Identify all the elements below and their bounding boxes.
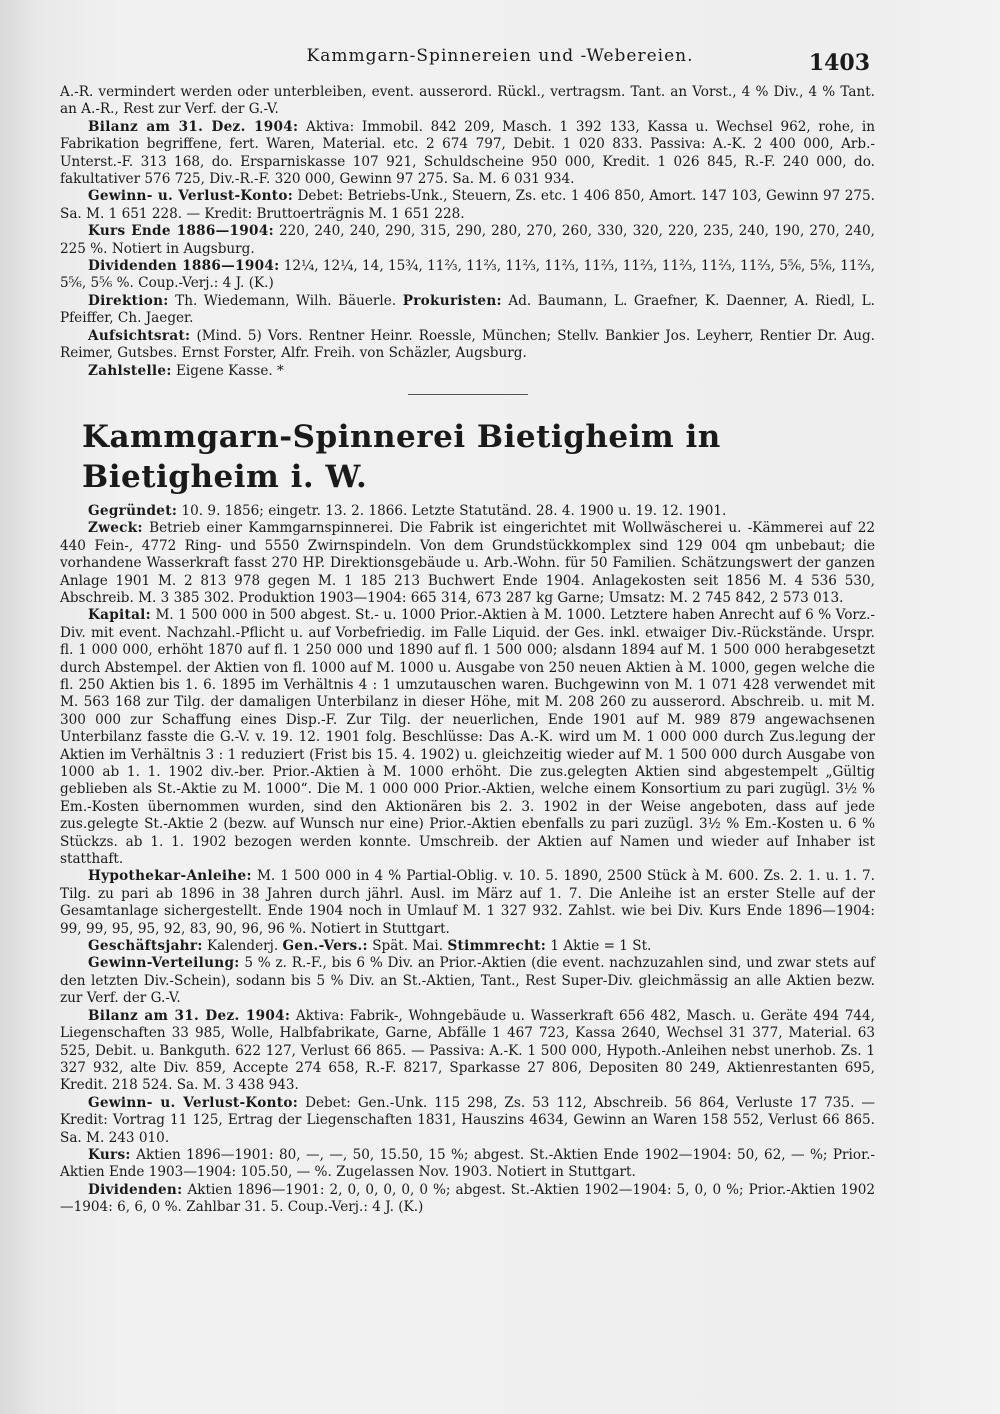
firm2-kapital-text: M. 1 500 000 in 500 abgest. St.- u. 1000 Prior.-Aktien à M. 1000. Letztere haben Anrecht auf 6 % Vorz.-Div. mit event. Nachzahl.-Pflicht u. auf Vorbefriedig. im Falle Liquid. der Ges. inkl. etwaiger Div.-Rückstände. Urspr. fl. 1 000 000, erhöht 1870 auf fl. 1 250 000 und 1890 auf fl. 1 500 000; alsdann 1894 auf M. 1 500 000 herabgesetzt durch Abstempel. der Aktien von fl. 1000 auf M. 1000 u. Ausgabe von 250 neuen Aktien à M. 1000, gegen welche die fl. 250 Aktien bis 1. 6. 1895 im Verhältnis 4 : 1 umzutauschen waren. Buchgewinn von M. 1 071 428 verwendet mit M. 563 168 zur Tilg. der damaligen Unterbilanz in dieser Höhe, mit M. 208 260 zu ausserord. Abschreib. u. mit M. 300 000 zur Schaffung eines Disp.-F. Zur Tilg. der neuerlichen, Ende 1901 auf M. 989 879 angewachsenen Unterbilanz fasste die G.-V. v. 19. 12. 1901 folg. Beschlüsse: Das A.-K. wird um M. 1 000 000 durch Zus.legung der Aktien im Verhältnis 3 : 1 reduziert (Frist bis 15. 4. 1902) u. gleichzeitig wieder auf M. 1 500 000 durch Ausgabe von 1000 ab 1. 1. 1902 div.-ber. Prior.-Aktien à M. 1000 erhöht. Die zus.gelegten Aktien sind abgestempelt „Gültig geblieben als St.-Aktie zu M. 1000“. Die M. 1 000 000 Prior.-Aktien, welche einem Konsortium zu pari zugügl. 3½ % Em.-Kosten übernommen wurden, sind den Aktionären bis 2. 3. 1902 in der Weise angeboten, dass auf jede zus.gelegte St.-Aktie 2 (bezw. auf Wunsch nur eine) Prior.-Aktien ebenfalls zu pari zuzügl. 3½ % Em.-Kosten u. 6 % Stückzs. ab 1. 1. 1902 bezogen werden konnte. Umschreib. der Aktien auf Namen und wieder auf Inhaber ist statthaft. xyxy=(60,607,875,868)
firm1-div-label: Dividenden 1886—1904: xyxy=(88,258,280,275)
firm1-bilanz-text: Aktiva: Immobil. 842 209, Masch. 1 392 133, Kassa u. Wechsel 962, rohe, in Fabrikation begriffene, fert. Waren, Material. etc. 2 674 797, Debit. 1 020 833. Passiva: A.-K. 2 400 000, Arb.-Unterst.-F. 313 168, do. Ersparniskasse 107 921, Schuldscheine 950 000, Kredit. 1 026 845, R.-F. 240 000, do. fakultativer 576 725, Div.-R.-F. 320 000, Gewinn 97 275. Sa. M. 6 031 934. xyxy=(60,118,875,188)
firm2-zweck-text: Betrieb einer Kammgarnspinnerei. Die Fabrik ist eingerichtet mit Wollwäscherei u. -Kämmerei auf 22 440 Fein-, 4772 Ring- und 5550 Zwirnspindeln. Von dem Grundstückkomplex sind 129 004 qm unbebaut; die vorhandene Wasserkraft fasst 270 HP. Direktionsgebäude u. Arb.-Wohn. für 50 Familien. Schätzungswert der ganzen Anlage 1901 M. 2 813 978 gegen M. 1 185 213 Buchwert Ende 1904. Anlagekosten seit 1856 M. 4 536 530, Abschreib. M. 3 385 302. Produktion 1903—1904: 665 314, 673 287 kg Garne; Umsatz: M. 2 745 842, 2 573 013. xyxy=(60,520,876,606)
firm2-gewvert-text: 5 % z. R.-F., bis 6 % Div. an Prior.-Aktien (die event. nachzuzahlen sind, und zwar stets auf den letzten Div.-Schein), sodann bis 5 % Div. an St.-Aktien, Tant., Rest Super-Div. gleichmässig an alle Aktien bezw. zur Verf. der G.-V. xyxy=(60,955,875,1007)
firm2-stimm-text: 1 Aktie = 1 St. xyxy=(550,938,652,955)
firm1-aufsichtsrat-text: (Mind. 5) Vors. Rentner Heinr. Roessle, München; Stellv. Bankier Jos. Leyherr, Rentier Dr. Aug. Reimer, Gutsbes. Ernst Forster, Alfr. Freih. von Schäzler, Augsburg. xyxy=(60,327,876,362)
firm2-gv-text: Spät. Mai. xyxy=(372,938,444,955)
firm2-bilanz-text: Aktiva: Fabrik-, Wohngebäude u. Wasserkraft 656 482, Masch. u. Geräte 494 744, Liegenschaften 33 985, Wolle, Halbfabrikate, Garne, Abfälle 1 467 723, Kassa 2640, Wechsel 31 377, Material. 63 525, Debit. u. Bankguth. 622 127, Verlust 66 865. — Passiva: A.-K. 1 500 000, Hypoth.-Anleihen nebst unerhob. Zs. 1 327 932, alte Div. 859, Accepte 274 658, R.-F. 8217, Sparkasse 27 806, Depositen 80 249, Aktienrestanten 695, Kredit. 218 524. Sa. M. 3 438 943. xyxy=(60,1007,875,1094)
firm2-gv-label: Gen.-Vers.: xyxy=(282,938,368,955)
firm2-guv-text: Debet: Gen.-Unk. 115 298, Zs. 53 112, Abschreib. 56 864, Verluste 17 735. — Kredit: Vortrag 11 125, Ertrag der Liegenschaften 1831, Hauszins 4634, Gewinn an Waren 158 552, Verlust 66 865. Sa. M. 243 010. xyxy=(60,1094,875,1146)
firm2-gj-label: Geschäftsjahr: xyxy=(88,938,203,955)
firm2-hypothekar xyxy=(60,868,875,938)
firm2-gewvert-label: Gewinn-Verteilung: xyxy=(88,955,240,972)
firm2-hyp-text: M. 1 500 000 in 4 % Partial-Oblig. v. 10. 5. 1890, 2500 Stück à M. 600. Zs. 2. 1. u. 1. 7. Tilg. zu pari ab 1896 in 38 Jahren durch jährl. Ausl. im März auf 1. 7. Die Anleihe ist an erster Stelle auf der Gesamtanlage sichergestellt. Ende 1904 noch in Umlauf M. 1 327 932. Zahlst. wie bei Div. Kurs Ende 1896—1904: 99, 99, 95, 95, 92, 83, 90, 96, 96 %. Notiert in Stuttgart. xyxy=(60,868,876,937)
firm1-prokuristen-text: Ad. Baumann, L. Graefner, K. Daenner, A. Riedl, L. Pfeiffer, Ch. Jaeger. xyxy=(60,292,875,327)
firm2-kurs-text: Aktien 1896—1901: 80, —, —, 50, 15.50, 15 %; abgest. St.-Aktien Ende 1902—1904: 50, 62, — %; Prior.-Aktien Ende 1903—1904: 105.50, — %. Zugelassen Nov. 1903. Notiert in Stuttgart. xyxy=(60,1146,875,1181)
firm1-aufsichtsrat xyxy=(60,328,875,363)
firm1-kurs-label: Kurs Ende 1886—1904: xyxy=(88,223,274,240)
section-separator xyxy=(408,394,528,395)
page-number: 1403 xyxy=(808,50,870,76)
firm2-gegruendet-text: 10. 9. 1856; eingetr. 13. 2. 1866. Letzte Statutänd. 28. 4. 1900 u. 19. 12. 1901. xyxy=(181,502,727,519)
running-title: Kammgarn-Spinnereien und -Webereien. xyxy=(306,46,694,66)
firm2-kurs-label: Kurs: xyxy=(88,1146,131,1163)
firm1-guv-label: Gewinn- u. Verlust-Konto: xyxy=(88,188,294,205)
firm2-stimm-label: Stimmrecht: xyxy=(447,938,547,955)
firm1-zahlstelle-label: Zahlstelle: xyxy=(88,362,172,379)
firm1-guv xyxy=(60,188,875,223)
firm2-title: Kammgarn-Spinnerei Bietigheim in Bietigheim i. W. xyxy=(82,418,721,495)
firm1-bilanz-label: Bilanz am 31. Dez. 1904: xyxy=(88,118,299,135)
firm2-kapital-label: Kapital: xyxy=(88,607,151,624)
firm1-zahlstelle xyxy=(60,363,875,380)
firm2-dividenden xyxy=(60,1182,875,1217)
firm2-guv xyxy=(60,1095,875,1147)
firm1-kurs xyxy=(60,223,875,258)
firm1-guv-text: Debet: Betriebs-Unk., Steuern, Zs. etc. 1 406 850, Amort. 147 103, Gewinn 97 275. Sa. M. 1 651 228. — Kredit: Bruttoerträgnis M. 1 651 228. xyxy=(60,188,875,222)
firm2-zweck-label: Zweck: xyxy=(88,520,143,537)
firm2-kurs xyxy=(60,1147,875,1182)
firm2-div-text: Aktien 1896—1901: 2, 0, 0, 0, 0, 0 %; abgest. St.-Aktien 1902—1904: 5, 0, 0 %; Prior.-Aktien 1902—1904: 6, 6, 0 %. Zahlbar 31. 5. Coup.-Verj.: 4 J. (K.) xyxy=(60,1181,876,1216)
firm2-meta xyxy=(60,938,875,955)
firm2-bilanz xyxy=(60,1008,875,1095)
firm2-gegruendet-label: Gegründet: xyxy=(88,502,178,519)
firm2-guv-label: Gewinn- u. Verlust-Konto: xyxy=(88,1094,299,1111)
firm1-intro: A.-R. vermindert werden oder unterbleiben, event. ausserord. Rückl., vertragsm. Tant. an Vorst., 4 % Div., 4 % Tant. an A.-R., Rest zur Verf. der G.-V. xyxy=(60,84,875,118)
firm1-prokuristen-label: Prokuristen: xyxy=(402,292,502,309)
firm1-direktion xyxy=(60,293,875,328)
firm1-bilanz xyxy=(60,119,875,189)
firm2-gj-text: Kalenderj. xyxy=(206,938,279,955)
firm1-aufsichtsrat-label: Aufsichtsrat: xyxy=(88,327,191,344)
firm2-kapital xyxy=(60,607,875,868)
firm1-div-text: 12¼, 12¼, 14, 15¾, 11⅔, 11⅔, 11⅔, 11⅔, 11⅔, 11⅔, 11⅔, 11⅔, 11⅔, 5⅚, 5⅚, 11⅔, 5⅚, 5⅚ %. Coup.-Verj.: 4 J. (K.) xyxy=(60,258,875,292)
firm2-bilanz-label: Bilanz am 31. Dez. 1904: xyxy=(88,1007,291,1024)
firm1-direktion-label: Direktion: xyxy=(88,292,169,309)
page-body xyxy=(60,84,875,1217)
firm1-zahlstelle-text: Eigene Kasse. * xyxy=(175,362,284,379)
firm2-hyp-label: Hypothekar-Anleihe: xyxy=(88,868,252,885)
firm2-gewinn-verteilung xyxy=(60,955,875,1007)
firm2-gegruendet xyxy=(60,503,875,520)
firm2-zweck xyxy=(60,520,875,607)
page-header xyxy=(0,42,1000,82)
firm1-dividenden xyxy=(60,258,875,293)
firm2-div-label: Dividenden: xyxy=(88,1181,183,1198)
firm1-direktion-text: Th. Wiedemann, Wilh. Bäuerle. xyxy=(175,292,397,309)
firm1-kurs-text: 220, 240, 240, 290, 315, 290, 280, 270, 260, 330, 320, 220, 235, 240, 190, 270, 240, 225 %. Notiert in Augsburg. xyxy=(60,223,875,257)
